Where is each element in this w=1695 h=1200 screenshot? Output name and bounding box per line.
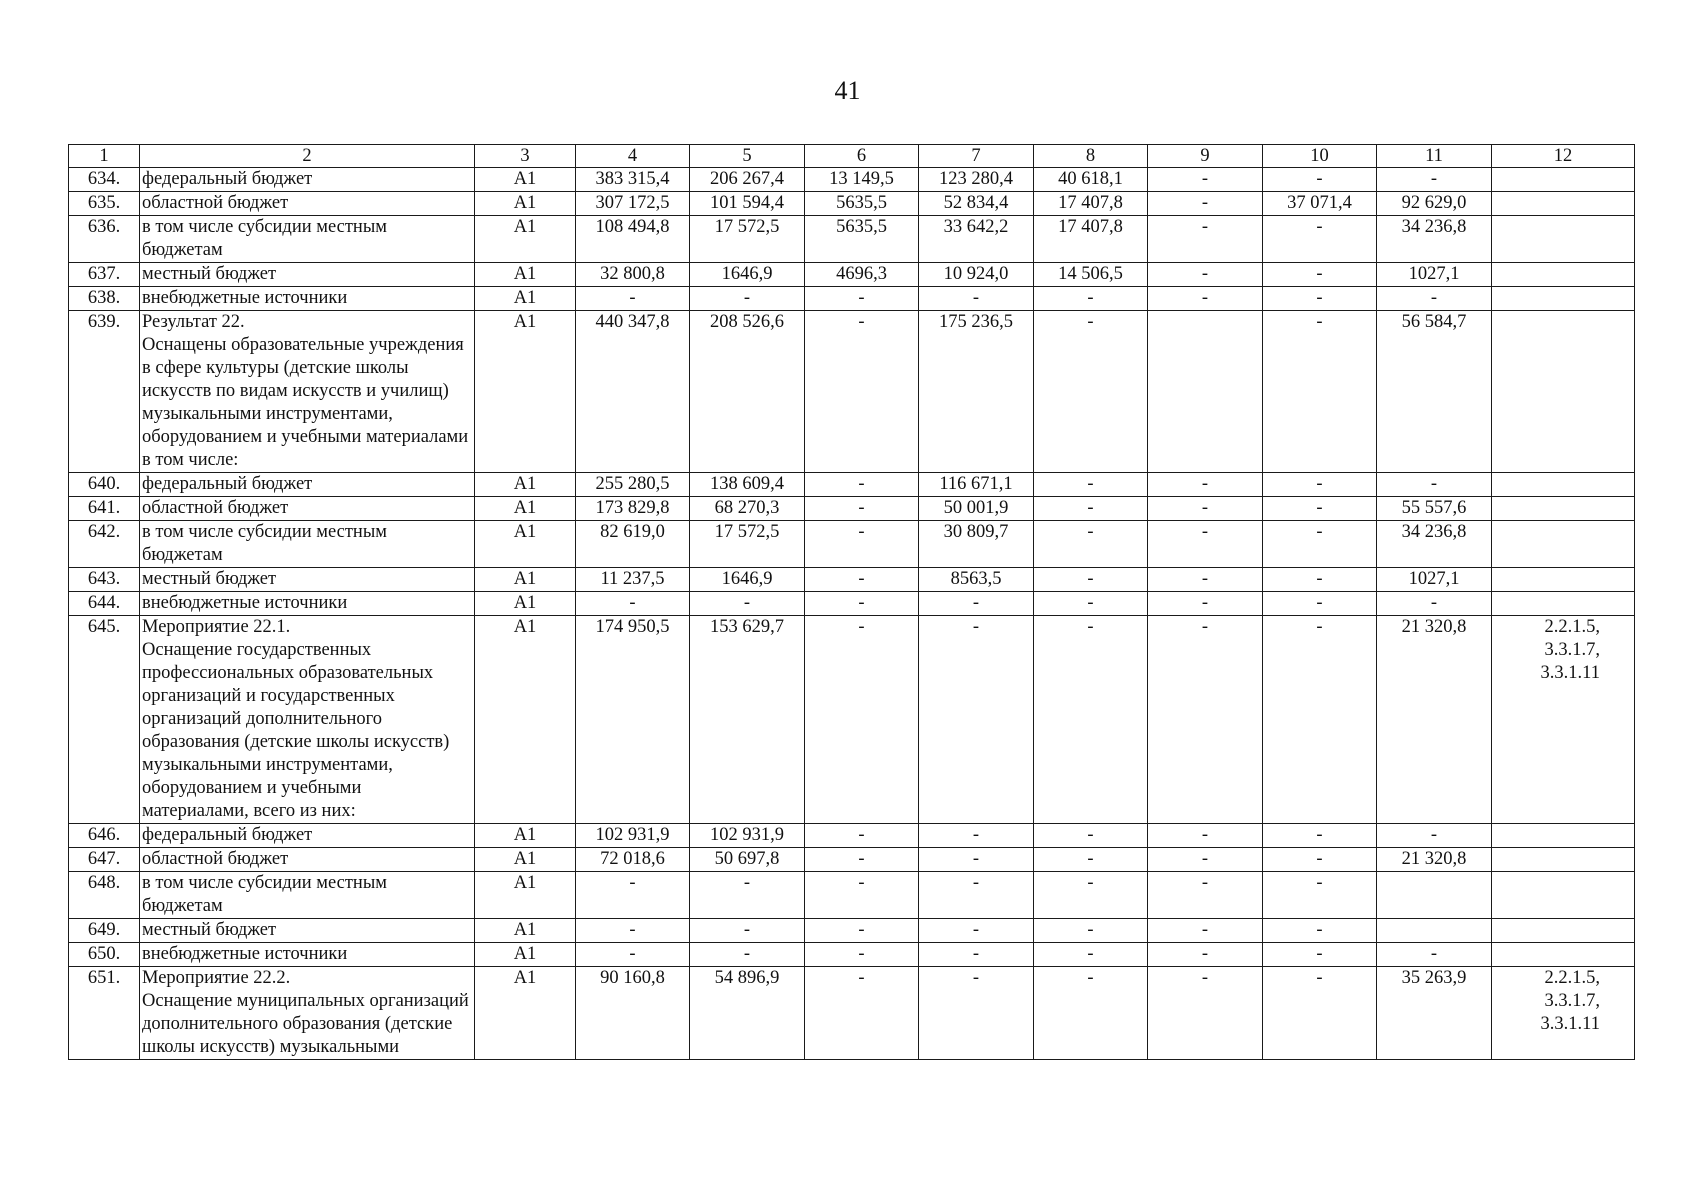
value-col-9-cell: - [1148,568,1263,592]
value-col-11-cell: - [1377,168,1492,192]
value-col-8-cell: - [1034,497,1148,521]
value-col-9-cell: - [1148,521,1263,568]
value-col-7-cell: 123 280,4 [919,168,1034,192]
value-col-9-cell: - [1148,168,1263,192]
value-col-7-cell: 8563,5 [919,568,1034,592]
value-col-7-cell: 30 809,7 [919,521,1034,568]
value-col-5-cell: 50 697,8 [690,848,805,872]
table-row [69,216,1635,263]
table-body [69,145,1635,1060]
row-number-cell: 635. [69,192,140,216]
value-col-10-cell: - [1263,592,1377,616]
reference-cell [1492,263,1635,287]
value-col-11-cell: - [1377,473,1492,497]
column-number-1: 1 [69,145,140,168]
row-number-cell: 641. [69,497,140,521]
value-col-9-cell: - [1148,848,1263,872]
value-col-4-cell: 174 950,5 [576,616,690,824]
row-number-cell: 649. [69,919,140,943]
value-col-5-cell: 1646,9 [690,568,805,592]
indicator-name-cell: федеральный бюджет [140,824,475,848]
value-col-11-cell: 1027,1 [1377,568,1492,592]
indicator-name-cell: федеральный бюджет [140,473,475,497]
indicator-name-cell: внебюджетные источники [140,287,475,311]
value-col-8-cell: - [1034,943,1148,967]
code-cell: А1 [475,521,576,568]
table-row [69,568,1635,592]
value-col-4-cell: 440 347,8 [576,311,690,473]
value-col-4-cell: 102 931,9 [576,824,690,848]
column-number-6: 6 [805,145,919,168]
value-col-6-cell: - [805,848,919,872]
code-cell: А1 [475,592,576,616]
value-col-8-cell: 14 506,5 [1034,263,1148,287]
value-col-9-cell: - [1148,919,1263,943]
value-col-5-cell: 101 594,4 [690,192,805,216]
row-number-cell: 637. [69,263,140,287]
value-col-5-cell: 102 931,9 [690,824,805,848]
value-col-7-cell: - [919,967,1034,1060]
row-number-cell: 634. [69,168,140,192]
value-col-9-cell: - [1148,967,1263,1060]
reference-cell [1492,943,1635,967]
indicator-name-cell: Мероприятие 22.2. Оснащение муниципальных организаций дополнительного образования (детские школы искусств) музыкальными [140,967,475,1060]
value-col-4-cell: 255 280,5 [576,473,690,497]
value-col-7-cell: - [919,919,1034,943]
code-cell: А1 [475,473,576,497]
value-col-4-cell: 307 172,5 [576,192,690,216]
indicator-name-cell: в том числе субсидии местным бюджетам [140,216,475,263]
row-number-cell: 643. [69,568,140,592]
value-col-9-cell [1148,311,1263,473]
value-col-4-cell: - [576,919,690,943]
indicator-name-cell: Результат 22. Оснащены образовательные учреждения в сфере культуры (детские школы искусств по видам искусств и училищ) музыкальными инструментами, оборудованием и учебными материалами в том числе: [140,311,475,473]
reference-cell [1492,848,1635,872]
value-col-11-cell: 34 236,8 [1377,521,1492,568]
value-col-11-cell [1377,919,1492,943]
column-number-3: 3 [475,145,576,168]
value-col-5-cell: - [690,592,805,616]
row-number-cell: 648. [69,872,140,919]
value-col-5-cell: 68 270,3 [690,497,805,521]
value-col-11-cell: 21 320,8 [1377,616,1492,824]
row-number-cell: 651. [69,967,140,1060]
table-row [69,521,1635,568]
value-col-11-cell: - [1377,287,1492,311]
value-col-6-cell: - [805,872,919,919]
value-col-8-cell: 17 407,8 [1034,216,1148,263]
value-col-4-cell: 32 800,8 [576,263,690,287]
reference-cell [1492,824,1635,848]
value-col-6-cell: - [805,473,919,497]
value-col-8-cell: 17 407,8 [1034,192,1148,216]
value-col-6-cell: - [805,824,919,848]
code-cell: А1 [475,616,576,824]
value-col-5-cell: - [690,919,805,943]
reference-cell [1492,592,1635,616]
table-row [69,872,1635,919]
code-cell: А1 [475,497,576,521]
value-col-4-cell: 11 237,5 [576,568,690,592]
code-cell: А1 [475,872,576,919]
code-cell: А1 [475,192,576,216]
column-number-10: 10 [1263,145,1377,168]
table-row [69,592,1635,616]
reference-cell [1492,216,1635,263]
row-number-cell: 647. [69,848,140,872]
value-col-7-cell: - [919,824,1034,848]
value-col-9-cell: - [1148,216,1263,263]
value-col-7-cell: - [919,592,1034,616]
value-col-5-cell: 17 572,5 [690,521,805,568]
value-col-9-cell: - [1148,943,1263,967]
value-col-7-cell: 52 834,4 [919,192,1034,216]
table-row [69,473,1635,497]
code-cell: А1 [475,943,576,967]
row-number-cell: 645. [69,616,140,824]
value-col-10-cell: - [1263,473,1377,497]
value-col-10-cell: - [1263,967,1377,1060]
value-col-6-cell: 4696,3 [805,263,919,287]
code-cell: А1 [475,216,576,263]
value-col-5-cell: - [690,287,805,311]
code-cell: А1 [475,967,576,1060]
code-cell: А1 [475,824,576,848]
value-col-11-cell: - [1377,592,1492,616]
row-number-cell: 640. [69,473,140,497]
reference-cell: 2.2.1.5, 3.3.1.7, 3.3.1.11 [1492,967,1635,1060]
indicator-name-cell: областной бюджет [140,848,475,872]
value-col-6-cell: - [805,943,919,967]
value-col-6-cell: - [805,568,919,592]
value-col-11-cell: 21 320,8 [1377,848,1492,872]
value-col-7-cell: - [919,616,1034,824]
value-col-8-cell: - [1034,521,1148,568]
value-col-4-cell: 82 619,0 [576,521,690,568]
value-col-7-cell: 10 924,0 [919,263,1034,287]
value-col-6-cell: - [805,521,919,568]
value-col-9-cell: - [1148,473,1263,497]
indicator-name-cell: областной бюджет [140,497,475,521]
value-col-9-cell: - [1148,263,1263,287]
value-col-7-cell: - [919,943,1034,967]
table-row [69,311,1635,473]
value-col-4-cell: 173 829,8 [576,497,690,521]
value-col-10-cell: - [1263,848,1377,872]
column-number-row [69,145,1635,168]
column-number-7: 7 [919,145,1034,168]
reference-cell [1492,521,1635,568]
value-col-11-cell [1377,872,1492,919]
column-number-9: 9 [1148,145,1263,168]
value-col-5-cell: 138 609,4 [690,473,805,497]
value-col-4-cell: - [576,592,690,616]
code-cell: А1 [475,168,576,192]
value-col-10-cell: - [1263,616,1377,824]
value-col-6-cell: 13 149,5 [805,168,919,192]
value-col-4-cell: 90 160,8 [576,967,690,1060]
value-col-5-cell: 17 572,5 [690,216,805,263]
reference-cell: 2.2.1.5, 3.3.1.7, 3.3.1.11 [1492,616,1635,824]
row-number-cell: 644. [69,592,140,616]
value-col-8-cell: - [1034,311,1148,473]
value-col-10-cell: - [1263,919,1377,943]
value-col-8-cell: - [1034,872,1148,919]
value-col-7-cell: - [919,287,1034,311]
value-col-10-cell: - [1263,568,1377,592]
value-col-6-cell: - [805,497,919,521]
value-col-8-cell: - [1034,848,1148,872]
row-number-cell: 650. [69,943,140,967]
table-row [69,497,1635,521]
value-col-5-cell: 206 267,4 [690,168,805,192]
reference-cell [1492,473,1635,497]
value-col-9-cell: - [1148,824,1263,848]
value-col-6-cell: 5635,5 [805,216,919,263]
value-col-7-cell: 116 671,1 [919,473,1034,497]
value-col-4-cell: - [576,943,690,967]
reference-cell [1492,168,1635,192]
value-col-10-cell: - [1263,824,1377,848]
value-col-4-cell: 383 315,4 [576,168,690,192]
value-col-8-cell: - [1034,967,1148,1060]
indicator-name-cell: внебюджетные источники [140,592,475,616]
column-number-2: 2 [140,145,475,168]
value-col-10-cell: - [1263,263,1377,287]
table-row [69,263,1635,287]
table-row [69,824,1635,848]
value-col-6-cell: - [805,592,919,616]
indicator-name-cell: в том числе субсидии местным бюджетам [140,521,475,568]
value-col-5-cell: - [690,943,805,967]
value-col-5-cell: - [690,872,805,919]
value-col-10-cell: 37 071,4 [1263,192,1377,216]
value-col-9-cell: - [1148,192,1263,216]
value-col-5-cell: 208 526,6 [690,311,805,473]
code-cell: А1 [475,263,576,287]
value-col-6-cell: - [805,616,919,824]
value-col-4-cell: - [576,287,690,311]
reference-cell [1492,311,1635,473]
indicator-name-cell: федеральный бюджет [140,168,475,192]
reference-cell [1492,497,1635,521]
value-col-8-cell: - [1034,592,1148,616]
value-col-9-cell: - [1148,616,1263,824]
table-row [69,967,1635,1060]
reference-cell [1492,568,1635,592]
table-row [69,287,1635,311]
value-col-8-cell: - [1034,616,1148,824]
value-col-11-cell: 56 584,7 [1377,311,1492,473]
table-row [69,168,1635,192]
value-col-6-cell: - [805,919,919,943]
reference-cell [1492,872,1635,919]
value-col-8-cell: - [1034,568,1148,592]
code-cell: А1 [475,311,576,473]
reference-cell [1492,287,1635,311]
value-col-10-cell: - [1263,943,1377,967]
table-row [69,943,1635,967]
value-col-11-cell: 34 236,8 [1377,216,1492,263]
column-number-12: 12 [1492,145,1635,168]
row-number-cell: 642. [69,521,140,568]
reference-cell [1492,919,1635,943]
value-col-7-cell: 50 001,9 [919,497,1034,521]
reference-cell [1492,192,1635,216]
value-col-11-cell: 92 629,0 [1377,192,1492,216]
column-number-8: 8 [1034,145,1148,168]
indicator-name-cell: областной бюджет [140,192,475,216]
value-col-6-cell: - [805,967,919,1060]
value-col-10-cell: - [1263,311,1377,473]
value-col-5-cell: 1646,9 [690,263,805,287]
value-col-10-cell: - [1263,521,1377,568]
value-col-7-cell: 175 236,5 [919,311,1034,473]
value-col-4-cell: 108 494,8 [576,216,690,263]
page-number: 41 [834,76,861,105]
code-cell: А1 [475,848,576,872]
row-number-cell: 636. [69,216,140,263]
column-number-4: 4 [576,145,690,168]
column-number-5: 5 [690,145,805,168]
value-col-8-cell: 40 618,1 [1034,168,1148,192]
value-col-10-cell: - [1263,872,1377,919]
table-row [69,616,1635,824]
value-col-9-cell: - [1148,497,1263,521]
value-col-10-cell: - [1263,287,1377,311]
value-col-9-cell: - [1148,592,1263,616]
indicator-name-cell: местный бюджет [140,919,475,943]
value-col-9-cell: - [1148,287,1263,311]
code-cell: А1 [475,287,576,311]
value-col-5-cell: 153 629,7 [690,616,805,824]
value-col-8-cell: - [1034,919,1148,943]
value-col-10-cell: - [1263,216,1377,263]
row-number-cell: 646. [69,824,140,848]
row-number-cell: 639. [69,311,140,473]
table-row [69,848,1635,872]
value-col-11-cell: 55 557,6 [1377,497,1492,521]
value-col-6-cell: - [805,287,919,311]
value-col-6-cell: - [805,311,919,473]
value-col-4-cell: 72 018,6 [576,848,690,872]
value-col-11-cell: 35 263,9 [1377,967,1492,1060]
value-col-10-cell: - [1263,168,1377,192]
budget-table [68,144,1635,1060]
value-col-8-cell: - [1034,287,1148,311]
code-cell: А1 [475,568,576,592]
value-col-7-cell: - [919,848,1034,872]
value-col-11-cell: - [1377,943,1492,967]
table-row [69,192,1635,216]
value-col-9-cell: - [1148,872,1263,919]
column-number-11: 11 [1377,145,1492,168]
value-col-10-cell: - [1263,497,1377,521]
value-col-8-cell: - [1034,473,1148,497]
value-col-6-cell: 5635,5 [805,192,919,216]
indicator-name-cell: внебюджетные источники [140,943,475,967]
value-col-11-cell: - [1377,824,1492,848]
indicator-name-cell: местный бюджет [140,263,475,287]
code-cell: А1 [475,919,576,943]
value-col-8-cell: - [1034,824,1148,848]
value-col-7-cell: 33 642,2 [919,216,1034,263]
indicator-name-cell: в том числе субсидии местным бюджетам [140,872,475,919]
value-col-5-cell: 54 896,9 [690,967,805,1060]
row-number-cell: 638. [69,287,140,311]
value-col-4-cell: - [576,872,690,919]
table-row [69,919,1635,943]
indicator-name-cell: местный бюджет [140,568,475,592]
indicator-name-cell: Мероприятие 22.1. Оснащение государственных профессиональных образовательных организаций и государственных организаций дополнительного образования (детские школы искусств) музыкальными инструментами, оборудованием и учебными материалами, всего из них: [140,616,475,824]
value-col-7-cell: - [919,872,1034,919]
value-col-11-cell: 1027,1 [1377,263,1492,287]
